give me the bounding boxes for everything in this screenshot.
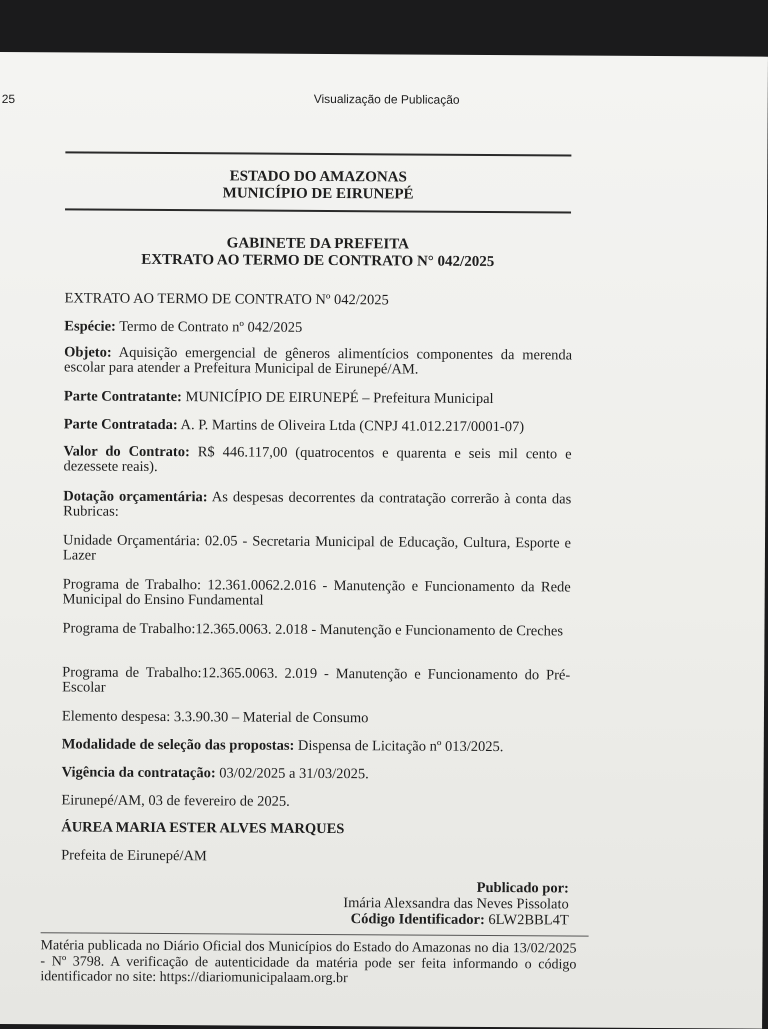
vigencia-label: Vigência da contratação: [61, 764, 216, 782]
contratante-line [64, 388, 494, 408]
cabinet-title: GABINETE DA PREFEITA [226, 235, 410, 253]
dotacao-value: As despesas decorrentes da contratação correrão à conta das Rubricas: [63, 489, 572, 520]
signatory-name: ÁUREA MARIA ESTER ALVES MARQUES [61, 819, 345, 838]
vigencia-value: 03/02/2025 a 31/03/2025. [215, 765, 369, 783]
programa-3-paragraph: Programa de Trabalho:12.365.0063. 2.019 - Manutenção e Funcionamento do Pré-Escolar [62, 664, 571, 696]
header-divider [65, 208, 571, 213]
published-by-label: Publicado por: [476, 879, 569, 897]
vigencia-line [62, 764, 369, 783]
contratante-value: MUNICÍPIO DE EIRUNEPÉ – Prefeitura Municipal [181, 389, 494, 408]
programa-2-paragraph: Programa de Trabalho:12.365.0063. 2.018 - Manutenção e Funcionamento de Creches [62, 620, 564, 640]
contratada-label: Parte Contratada: [63, 416, 178, 434]
section-title: EXTRATO AO TERMO DE CONTRATO N° 042/2025 [141, 251, 495, 271]
unidade-paragraph: Unidade Orçamentária: 02.05 - Secretaria Municipal de Educação, Cultura, Esporte e Lazer [62, 532, 572, 564]
modalidade-value: Dispensa de Licitação nº 013/2025. [294, 737, 504, 756]
objeto-value: Aquisição emergencial de gêneros alimentícios componentes da merenda escolar para atender a Prefeitura Municipal de Eirunepé/AM. [64, 344, 573, 378]
elemento-line: Elemento despesa: 3.3.90.30 – Material de Consumo [61, 708, 369, 727]
modalidade-label: Modalidade de seleção das propostas: [61, 736, 295, 754]
footer-divider [41, 932, 589, 936]
document-page [0, 52, 768, 1029]
identifier-line [351, 912, 569, 929]
page-margin-number: 25 [1, 92, 16, 107]
especie-label: Espécie: [64, 318, 116, 335]
contratada-line [64, 416, 524, 436]
dotacao-paragraph [63, 489, 571, 522]
especie-line [64, 318, 302, 336]
valor-paragraph [63, 444, 571, 477]
footer-notice: Matéria publicada no Diário Oficial dos Municípios do Estado do Amazonas no dia 13/02/2025 - Nº 3798. A verificação de autenticidade da matéria pode ser feita informando o código identificador no site: https://diariomunicipalaam.org.br [40, 938, 577, 987]
page-header-title: Visualização de Publicação [313, 91, 460, 107]
valor-label: Valor do Contrato: [63, 443, 190, 461]
dotacao-label: Dotação orçamentária: [63, 488, 208, 506]
objeto-label: Objeto: [64, 344, 112, 361]
especie-value: Termo de Contrato nº 042/2025 [115, 318, 303, 336]
identifier-label: Código Identificador: [350, 911, 485, 928]
valor-value: R$ 446.117,00 (quatrocentos e quarenta e seis mil cento e dezessete reais). [63, 444, 572, 475]
contratante-label: Parte Contratante: [63, 388, 182, 406]
publisher-name: Imária Alexsandra das Neves Pissolato [343, 895, 569, 913]
place-date: Eirunepé/AM, 03 de fevereiro de 2025. [61, 792, 290, 810]
signatory-role: Prefeita de Eirunepé/AM [61, 847, 207, 865]
top-divider [65, 151, 571, 156]
municipality-name: MUNICÍPIO DE EIRUNEPÉ [222, 185, 414, 203]
state-name: ESTADO DO AMAZONAS [229, 168, 407, 186]
contratada-value: A. P. Martins de Oliveira Ltda (CNPJ 41.012.217/0001-07) [177, 417, 525, 436]
identifier-code: 6LW2BBL4T [484, 911, 569, 929]
objeto-paragraph [64, 345, 572, 378]
programa-1-paragraph: Programa de Trabalho: 12.361.0062.2.016 - Manutenção e Funcionamento da Rede Municipal do Ensino Fundamental [62, 576, 571, 609]
extract-intro: EXTRATO AO TERMO DE CONTRATO Nº 042/2025 [64, 290, 389, 309]
modalidade-line [62, 736, 504, 756]
